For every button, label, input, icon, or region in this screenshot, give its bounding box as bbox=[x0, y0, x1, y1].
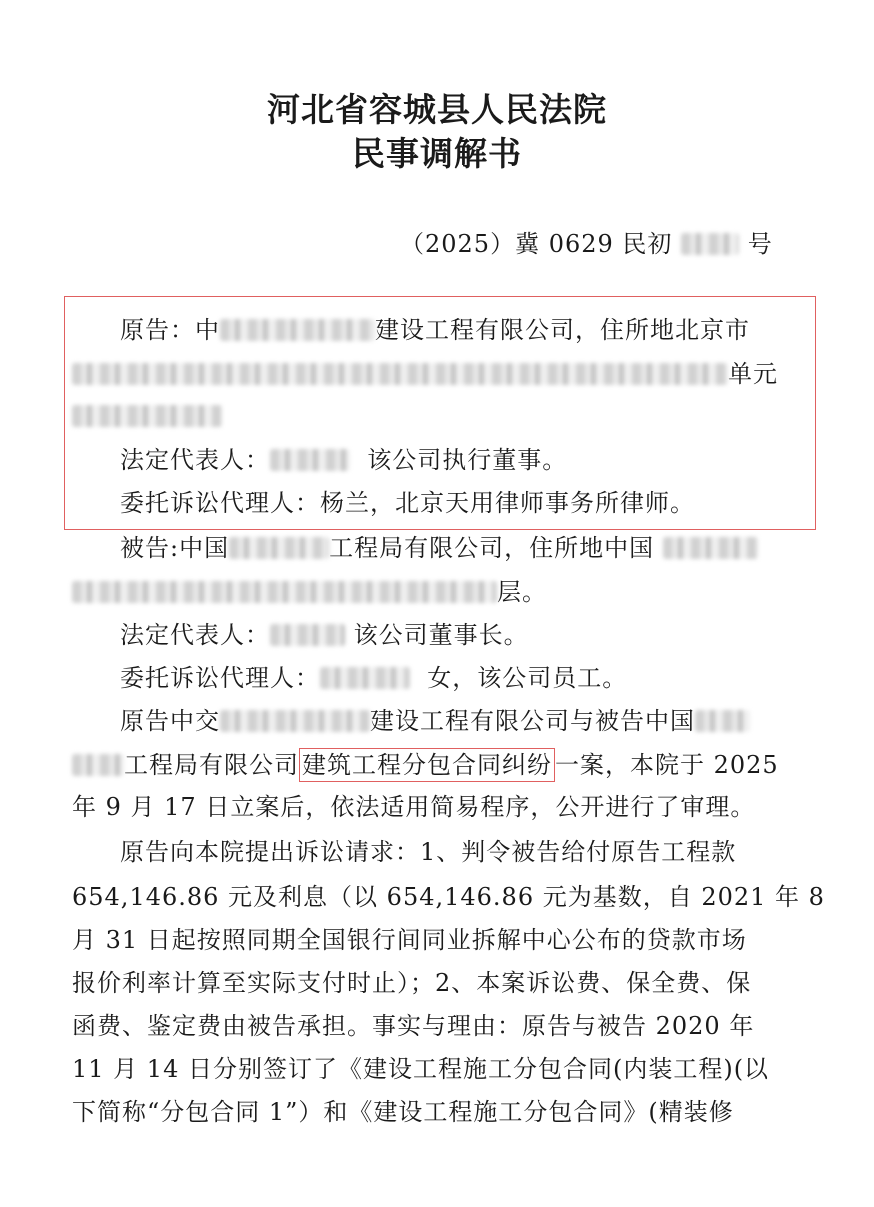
case-intro-line-3: 年 9 月 17 日立案后，依法适用简易程序，公开进行了审理。 bbox=[72, 793, 756, 821]
redacted-text bbox=[320, 667, 410, 689]
agent-role: 女，该公司员工。 bbox=[427, 664, 628, 692]
case-type-highlight: 建筑工程分包合同纠纷 bbox=[299, 748, 555, 782]
claims-line: 11 月 14 日分别签订了《建设工程施工分包合同(内装工程)(以 bbox=[72, 1055, 770, 1083]
rep-role: 该公司董事长。 bbox=[353, 621, 529, 649]
plaintiff-label: 原告：中 bbox=[120, 316, 220, 344]
rep-label: 法定代表人： bbox=[120, 621, 270, 649]
redacted-text bbox=[229, 537, 329, 559]
claims-line: 月 31 日起按照同期全国银行间同业拆解中心公布的贷款市场 bbox=[72, 926, 747, 954]
defendant-name-line bbox=[120, 532, 758, 564]
intro-text: 建设工程有限公司与被告中国 bbox=[370, 707, 695, 735]
redacted-text bbox=[72, 581, 497, 603]
redacted-text bbox=[695, 710, 750, 732]
redacted-text bbox=[681, 233, 739, 255]
defendant-name-tail: 工程局有限公司，住所地中国 bbox=[329, 534, 655, 562]
claims-line: 原告向本院提出诉讼请求：1、判令被告给付原告工程款 bbox=[120, 838, 737, 866]
plaintiff-name-tail: 建设工程有限公司，住所地北京市 bbox=[375, 316, 750, 344]
redacted-text bbox=[270, 449, 350, 471]
plaintiff-representative bbox=[120, 444, 567, 476]
case-number bbox=[400, 228, 773, 260]
case-number-suffix: 号 bbox=[747, 230, 773, 258]
plaintiff-address-tail: 单元 bbox=[728, 360, 778, 388]
case-number-prefix: （2025）冀 0629 民初 bbox=[400, 230, 673, 258]
plaintiff-agent: 委托诉讼代理人：杨兰，北京天用律师事务所律师。 bbox=[120, 489, 695, 517]
case-intro-line-1 bbox=[120, 705, 750, 737]
redacted-text bbox=[72, 754, 124, 776]
intro-text: 工程局有限公司 bbox=[124, 751, 299, 779]
rep-label: 法定代表人： bbox=[120, 446, 270, 474]
agent-label: 委托诉讼代理人： bbox=[120, 664, 320, 692]
defendant-label: 被告:中国 bbox=[120, 534, 230, 562]
redacted-text bbox=[220, 710, 370, 732]
plaintiff-address-line-2 bbox=[72, 400, 222, 432]
defendant-address-tail: 层。 bbox=[497, 578, 547, 606]
case-intro-line-2 bbox=[72, 748, 779, 782]
defendant-agent bbox=[120, 662, 627, 694]
court-name: 河北省容城县人民法院 bbox=[267, 90, 607, 129]
defendant-representative bbox=[120, 619, 529, 651]
defendant-address-line bbox=[72, 576, 547, 608]
plaintiff-name-line bbox=[120, 314, 750, 346]
intro-text: 一案，本院于 2025 bbox=[555, 751, 779, 779]
claims-line: 报价利率计算至实际支付时止）；2、本案诉讼费、保全费、保 bbox=[72, 969, 752, 997]
redacted-text bbox=[270, 624, 345, 646]
claims-line: 下简称“分包合同 1”）和《建设工程施工分包合同》(精装修 bbox=[72, 1098, 734, 1126]
plaintiff-address-line bbox=[72, 358, 778, 390]
intro-text: 原告中交 bbox=[120, 707, 220, 735]
redacted-text bbox=[220, 319, 375, 341]
document-type: 民事调解书 bbox=[352, 134, 522, 173]
claims-line: 654,146.86 元及利息（以 654,146.86 元为基数，自 2021 年 8 bbox=[72, 883, 825, 911]
redacted-text bbox=[663, 537, 758, 559]
rep-role: 该公司执行董事。 bbox=[367, 446, 568, 474]
redacted-text bbox=[72, 405, 222, 427]
redacted-text bbox=[72, 363, 728, 385]
claims-line: 函费、鉴定费由被告承担。事实与理由：原告与被告 2020 年 bbox=[72, 1012, 755, 1040]
